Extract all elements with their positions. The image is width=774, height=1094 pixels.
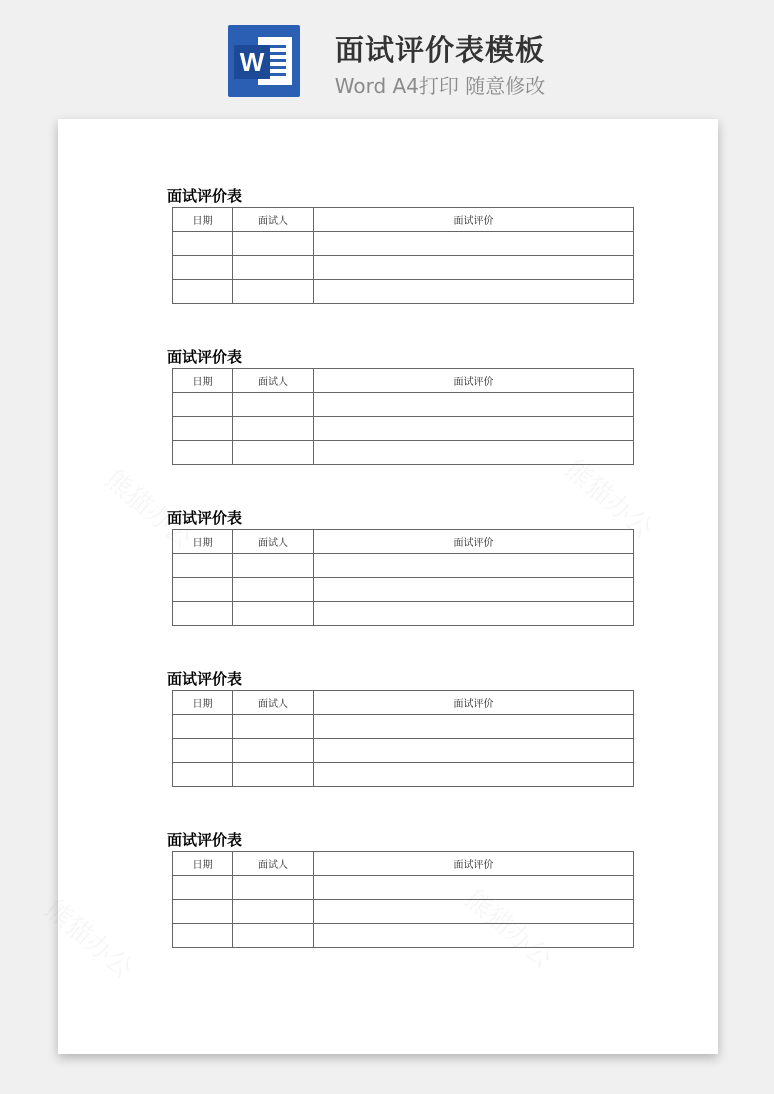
table-cell[interactable] bbox=[173, 554, 233, 578]
table-cell[interactable] bbox=[233, 393, 314, 417]
table-row bbox=[173, 715, 634, 739]
word-letter: W bbox=[234, 45, 270, 79]
table-cell[interactable] bbox=[173, 232, 233, 256]
evaluation-table bbox=[172, 207, 634, 304]
column-header-evaluation: 面试评价 bbox=[314, 530, 634, 554]
table-cell[interactable] bbox=[314, 715, 634, 739]
table-cell[interactable] bbox=[314, 232, 634, 256]
table-cell[interactable] bbox=[233, 232, 314, 256]
table-row bbox=[173, 763, 634, 787]
table-row bbox=[173, 232, 634, 256]
document-page bbox=[58, 119, 718, 1054]
table-cell[interactable] bbox=[173, 417, 233, 441]
table-cell[interactable] bbox=[314, 763, 634, 787]
table-cell[interactable] bbox=[173, 602, 233, 626]
table-row bbox=[173, 280, 634, 304]
table-cell[interactable] bbox=[314, 554, 634, 578]
column-header-evaluation: 面试评价 bbox=[314, 208, 634, 232]
evaluation-table bbox=[172, 851, 634, 948]
table-cell[interactable] bbox=[314, 393, 634, 417]
section-title: 面试评价表 bbox=[167, 670, 243, 688]
column-header-interviewer: 面试人 bbox=[233, 852, 314, 876]
table-row bbox=[173, 578, 634, 602]
column-header-date: 日期 bbox=[173, 852, 233, 876]
table-cell[interactable] bbox=[233, 417, 314, 441]
evaluation-table bbox=[172, 368, 634, 465]
column-header-date: 日期 bbox=[173, 691, 233, 715]
table-cell[interactable] bbox=[233, 876, 314, 900]
table-cell[interactable] bbox=[233, 924, 314, 948]
table-cell[interactable] bbox=[233, 578, 314, 602]
table-cell[interactable] bbox=[314, 876, 634, 900]
table-cell[interactable] bbox=[314, 280, 634, 304]
table-row bbox=[173, 602, 634, 626]
table-cell[interactable] bbox=[314, 924, 634, 948]
evaluation-section bbox=[166, 507, 636, 626]
column-header-interviewer: 面试人 bbox=[233, 691, 314, 715]
table-cell[interactable] bbox=[314, 578, 634, 602]
table-row bbox=[173, 924, 634, 948]
table-row bbox=[173, 900, 634, 924]
evaluation-table bbox=[172, 529, 634, 626]
header bbox=[0, 0, 774, 110]
table-header-row bbox=[173, 530, 634, 554]
table-cell[interactable] bbox=[314, 441, 634, 465]
table-row bbox=[173, 441, 634, 465]
column-header-interviewer: 面试人 bbox=[233, 530, 314, 554]
table-cell[interactable] bbox=[173, 900, 233, 924]
table-cell[interactable] bbox=[314, 739, 634, 763]
section-title: 面试评价表 bbox=[167, 187, 243, 205]
table-cell[interactable] bbox=[173, 924, 233, 948]
table-cell[interactable] bbox=[173, 256, 233, 280]
table-row bbox=[173, 739, 634, 763]
table-cell[interactable] bbox=[314, 256, 634, 280]
word-logo-icon bbox=[228, 25, 300, 97]
evaluation-table bbox=[172, 690, 634, 787]
table-cell[interactable] bbox=[233, 554, 314, 578]
section-title: 面试评价表 bbox=[167, 831, 243, 849]
table-header-row bbox=[173, 691, 634, 715]
table-header-row bbox=[173, 369, 634, 393]
table-cell[interactable] bbox=[173, 876, 233, 900]
table-cell[interactable] bbox=[233, 256, 314, 280]
column-header-interviewer: 面试人 bbox=[233, 369, 314, 393]
column-header-interviewer: 面试人 bbox=[233, 208, 314, 232]
table-header-row bbox=[173, 208, 634, 232]
table-cell[interactable] bbox=[233, 715, 314, 739]
table-row bbox=[173, 554, 634, 578]
table-cell[interactable] bbox=[314, 900, 634, 924]
table-cell[interactable] bbox=[173, 739, 233, 763]
table-row bbox=[173, 417, 634, 441]
column-header-evaluation: 面试评价 bbox=[314, 852, 634, 876]
table-cell[interactable] bbox=[173, 441, 233, 465]
table-cell[interactable] bbox=[173, 578, 233, 602]
column-header-date: 日期 bbox=[173, 208, 233, 232]
table-cell[interactable] bbox=[173, 715, 233, 739]
table-cell[interactable] bbox=[173, 763, 233, 787]
column-header-evaluation: 面试评价 bbox=[314, 369, 634, 393]
table-row bbox=[173, 876, 634, 900]
evaluation-section bbox=[166, 346, 636, 465]
table-row bbox=[173, 393, 634, 417]
watermark bbox=[38, 890, 141, 985]
column-header-date: 日期 bbox=[173, 530, 233, 554]
table-cell[interactable] bbox=[233, 739, 314, 763]
column-header-evaluation: 面试评价 bbox=[314, 691, 634, 715]
table-cell[interactable] bbox=[233, 441, 314, 465]
column-header-date: 日期 bbox=[173, 369, 233, 393]
table-cell[interactable] bbox=[233, 900, 314, 924]
evaluation-section bbox=[166, 185, 636, 304]
table-cell[interactable] bbox=[314, 417, 634, 441]
page-subtitle: Word A4打印 随意修改 bbox=[334, 74, 546, 98]
table-cell[interactable] bbox=[233, 602, 314, 626]
section-title: 面试评价表 bbox=[167, 509, 243, 527]
page-title: 面试评价表模板 bbox=[334, 33, 545, 67]
evaluation-section bbox=[166, 668, 636, 787]
evaluation-section bbox=[166, 829, 636, 948]
table-cell[interactable] bbox=[233, 763, 314, 787]
table-cell[interactable] bbox=[173, 393, 233, 417]
table-header-row bbox=[173, 852, 634, 876]
table-cell[interactable] bbox=[314, 602, 634, 626]
table-cell[interactable] bbox=[173, 280, 233, 304]
table-cell[interactable] bbox=[233, 280, 314, 304]
table-row bbox=[173, 256, 634, 280]
section-title: 面试评价表 bbox=[167, 348, 243, 366]
